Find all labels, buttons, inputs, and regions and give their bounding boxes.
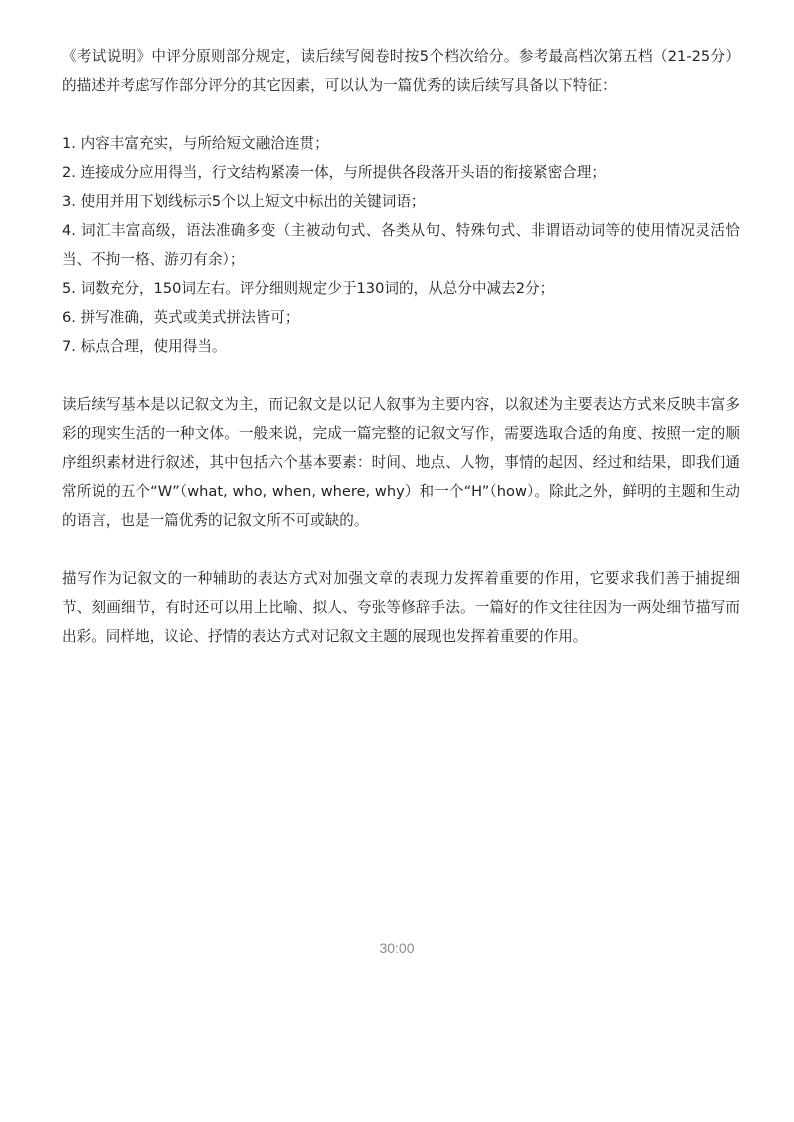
feature-list — [62, 129, 740, 361]
feature-item: 6. 拼写准确，英式或美式拼法皆可； — [62, 309, 300, 326]
narrative-paragraph: 读后续写基本是以记叙文为主，而记叙文是以记人叙事为主要内容，以叙述为主要表达方式来反映丰富多彩的现实生活的一种文体。一般来说，完成一篇完整的记叙文写作，需要选取合适的角度、按照一定的顺序组织素材进行叙述，其中包括六个基本要素：时间、地点、人物，事情的起因、经过和结果，即我们通常所说的五个“W”（what, who, when, where, why）和一个“H”（how）。除此之外，鲜明的主题和生动的语言，也是一篇优秀的记叙文所不可或缺的。 — [62, 396, 740, 529]
paragraph-gap — [62, 535, 740, 564]
intro-paragraph: 《考试说明》中评分原则部分规定，读后续写阅卷时按5个档次给分。参考最高档次第五档（21-25分）的描述并考虑写作部分评分的其它因素，可以认为一篇优秀的读后续写具备以下特征： — [62, 48, 740, 94]
feature-item: 4. 词汇丰富高级，语法准确多变（主被动句式、各类从句、特殊句式、非谓语动词等的使用情况灵活恰当、不拘一格、游刃有余）； — [62, 222, 740, 268]
paragraph-gap — [62, 361, 740, 390]
feature-item: 3. 使用并用下划线标示5个以上短文中标出的关键词语； — [62, 193, 426, 210]
feature-item: 5. 词数充分，150词左右。评分细则规定少于130词的，从总分中减去2分； — [62, 280, 555, 297]
feature-item: 7. 标点合理，使用得当。 — [62, 338, 227, 355]
document-body — [62, 42, 740, 651]
paragraph-gap — [62, 100, 740, 129]
description-paragraph: 描写作为记叙文的一种辅助的表达方式对加强文章的表现力发挥着重要的作用，它要求我们善于捕捉细节、刻画细节，有时还可以用上比喻、拟人、夸张等修辞手法。一篇好的作文往往因为一两处细节描写而出彩。同样地，议论、抒情的表达方式对记叙文主题的展现也发挥着重要的作用。 — [62, 570, 740, 645]
feature-item: 2. 连接成分应用得当，行文结构紧凑一体，与所提供各段落开头语的衔接紧密合理； — [62, 164, 606, 181]
timer-label: 30:00 — [379, 940, 415, 956]
feature-item: 1. 内容丰富充实，与所给短文融洽连贯； — [62, 135, 329, 152]
